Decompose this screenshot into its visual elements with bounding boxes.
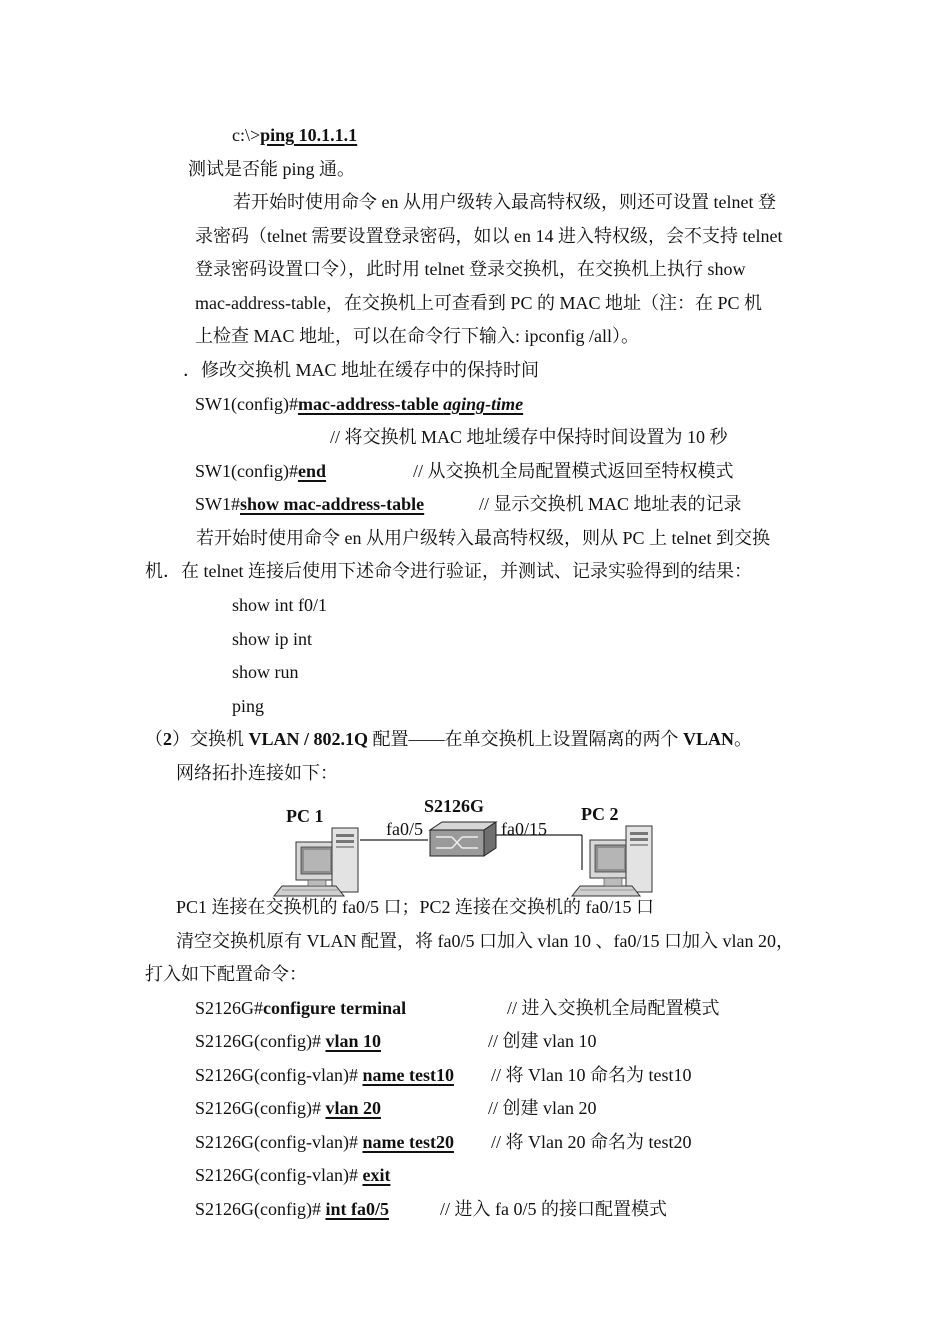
ping-description: 测试是否能 ping 通。 — [188, 159, 356, 179]
config-command: name test20 — [362, 1132, 454, 1152]
para1-line: 若开始时使用命令 en 从用户级转入最高特权级，则还可设置 telnet 登 — [233, 192, 776, 212]
config-command-line — [195, 1096, 381, 1120]
config-command-line — [195, 1063, 454, 1087]
pc1-label: PC 1 — [286, 806, 324, 826]
heading-vlan: VLAN / 802.1Q — [248, 729, 369, 749]
para2-line: 机．在 telnet 连接后使用下述命令进行验证，并测试、记录实验得到的结果： — [145, 561, 752, 581]
config-prompt: S2126G(config)# — [195, 1199, 326, 1219]
config-command-line — [195, 1197, 389, 1221]
switch-s2126g-icon — [430, 822, 496, 856]
cmd-end: end — [297, 461, 326, 481]
topology-intro: 网络拓扑连接如下： — [176, 763, 338, 783]
heading-part: 配置——在单交换机上设置隔离的两个 — [368, 729, 684, 749]
port2-label: fa0/15 — [501, 819, 547, 839]
port1-label: fa0/5 — [386, 819, 423, 839]
pc2-label: PC 2 — [581, 804, 619, 824]
config-command-line — [195, 1130, 454, 1154]
heading-part: （ — [145, 729, 163, 749]
cmd-aging-bold: mac-address-table — [297, 394, 444, 414]
config-prompt: S2126G(config-vlan)# — [195, 1132, 363, 1152]
switch-label: S2126G — [424, 796, 485, 816]
config-command: vlan 10 — [325, 1031, 381, 1051]
cmd-aging-comment: // 将交换机 MAC 地址缓存中保持时间设置为 10 秒 — [330, 427, 728, 447]
config-command-line — [195, 1163, 390, 1187]
config-prompt: S2126G(config-vlan)# — [195, 1165, 363, 1185]
cmd-prompt: SW1# — [195, 494, 240, 514]
para3-line: 打入如下配置命令： — [145, 964, 307, 984]
para1-line: 登录密码设置口令），此时用 telnet 登录交换机，在交换机上执行 show — [195, 259, 746, 279]
pc1-computer-icon — [274, 828, 358, 896]
cmd-prompt: SW1(config)# — [195, 461, 298, 481]
config-prompt: S2126G(config)# — [195, 1098, 326, 1118]
verify-command: ping — [232, 696, 265, 716]
heading-part: ）交换机 — [172, 729, 249, 749]
config-command-line — [195, 996, 406, 1020]
heading-number: 2 — [163, 729, 172, 749]
config-prompt: S2126G# — [195, 998, 264, 1018]
cmd-show-comment: // 显示交换机 MAC 地址表的记录 — [479, 494, 742, 514]
cmd-aging-italic: aging-time — [443, 394, 524, 414]
config-command: configure terminal — [263, 998, 407, 1018]
config-comment: // 创建 vlan 20 — [488, 1098, 597, 1118]
section-heading-mac: ．修改交换机 MAC 地址在缓存中的保持时间 — [183, 360, 540, 380]
pc-connection-text: PC1 连接在交换机的 fa0/5 口；PC2 连接在交换机的 fa0/15 口 — [176, 897, 655, 917]
config-command: exit — [362, 1165, 391, 1185]
config-comment: // 进入 fa 0/5 的接口配置模式 — [440, 1199, 667, 1219]
cmd-prompt: SW1(config)# — [195, 394, 298, 414]
config-comment: // 将 Vlan 10 命名为 test10 — [491, 1065, 692, 1085]
pc2-computer-icon — [572, 826, 652, 896]
config-comment: // 进入交换机全局配置模式 — [507, 998, 720, 1018]
verify-command: show run — [232, 662, 299, 682]
ping-prompt: c:\> — [232, 125, 261, 145]
cmd-aging-line — [195, 392, 523, 416]
ping-command: ping 10.1.1.1 — [260, 125, 358, 145]
cmd-end-comment: // 从交换机全局配置模式返回至特权模式 — [413, 461, 734, 481]
config-comment: // 将 Vlan 20 命名为 test20 — [491, 1132, 692, 1152]
config-command: vlan 20 — [325, 1098, 381, 1118]
config-command: name test10 — [362, 1065, 454, 1085]
config-comment: // 创建 vlan 10 — [488, 1031, 597, 1051]
config-command-line — [195, 1029, 381, 1053]
config-command: int fa0/5 — [325, 1199, 389, 1219]
para1-line: mac-address-table，在交换机上可查看到 PC 的 MAC 地址（注：在 PC 机 — [195, 293, 762, 313]
cmd-show-line — [195, 492, 424, 516]
cmd-show: show mac-address-table — [240, 494, 425, 514]
para1-line: 录密码（telnet 需要设置登录密码，如以 en 14 进入特权级，会不支持 telnet — [195, 226, 783, 246]
config-prompt: S2126G(config)# — [195, 1031, 326, 1051]
para3-line: 清空交换机原有 VLAN 配置，将 fa0/5 口加入 vlan 10 、fa0/15 口加入 vlan 20， — [176, 931, 794, 951]
para2-line: 若开始时使用命令 en 从用户级转入最高特权级，则从 PC 上 telnet 到交换 — [196, 528, 770, 548]
heading-part: 。 — [734, 729, 753, 749]
verify-command: show int f0/1 — [232, 595, 328, 615]
heading-vlan: VLAN — [683, 729, 735, 749]
section-heading-vlan — [145, 727, 752, 751]
para1-line: 上检查 MAC 地址，可以在命令行下输入: ipconfig /all）。 — [195, 326, 639, 346]
verify-command: show ip int — [232, 629, 313, 649]
cmd-end-line — [195, 459, 326, 483]
network-topology-diagram — [270, 790, 690, 900]
ping-line — [232, 123, 357, 147]
config-prompt: S2126G(config-vlan)# — [195, 1065, 363, 1085]
